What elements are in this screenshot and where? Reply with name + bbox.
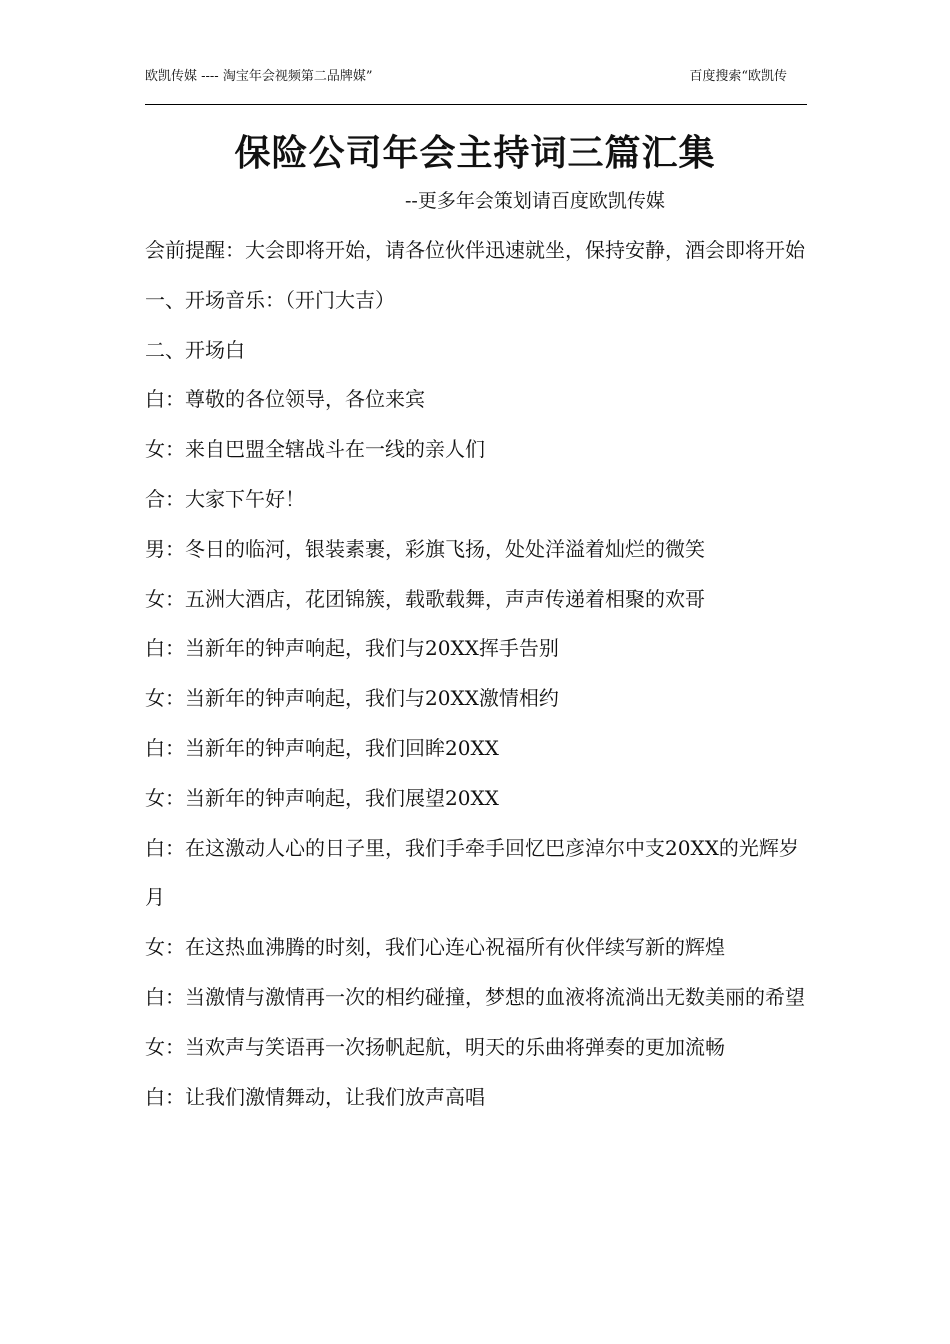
paragraph: 白：让我们激情舞动，让我们放声高唱 [145, 1084, 485, 1109]
document-subtitle: --更多年会策划请百度欧凯传媒 [405, 190, 665, 212]
paragraph: 白：尊敬的各位领导，各位来宾 [145, 387, 425, 412]
paragraph: 男：冬日的临河，银装素裹，彩旗飞扬，处处洋溢着灿烂的微笑 [145, 536, 705, 561]
paragraph: 女：当新年的钟声响起，我们展望20XX [145, 785, 499, 810]
paragraph: 白：当新年的钟声响起，我们回眸20XX [145, 735, 499, 760]
paragraph: 白：在这激动人心的日子里，我们手牵手回忆巴彦淖尔中支20XX的光辉岁月 [145, 835, 799, 910]
paragraph: 一、开场音乐：（开门大吉） [145, 287, 395, 312]
header-right-text: 百度搜索“欧凯传 [689, 69, 787, 84]
header-left-text: 欧凯传媒 ---- 淘宝年会视频第二品牌媒” [145, 69, 373, 84]
paragraph: 会前提醒：大会即将开始，请各位伙伴迅速就坐，保持安静，酒会即将开始 [145, 238, 805, 262]
paragraph: 女：五洲大酒店，花团锦簇，载歌载舞，声声传递着相聚的欢哥 [145, 586, 705, 611]
paragraph: 合：大家下午好！ [145, 486, 305, 511]
paragraph: 女：当新年的钟声响起，我们与20XX激情相约 [145, 686, 559, 711]
paragraph: 女：在这热血沸腾的时刻，我们心连心祝福所有伙伴续写新的辉煌 [145, 935, 725, 960]
paragraph: 女：来自巴盟全辖战斗在一线的亲人们 [145, 437, 485, 462]
paragraph: 二、开场白 [145, 337, 245, 362]
paragraph: 白：当激情与激情再一次的相约碰撞，梦想的血液将流淌出无数美丽的希望 [145, 984, 805, 1009]
paragraph: 白：当新年的钟声响起，我们与20XX挥手告别 [145, 636, 559, 661]
document-title: 保险公司年会主持词三篇汇集 [234, 132, 716, 174]
page-header [145, 68, 807, 105]
document-body [145, 226, 807, 1122]
paragraph: 女：当欢声与笑语再一次扬帆起航，明天的乐曲将弹奏的更加流畅 [145, 1034, 725, 1059]
